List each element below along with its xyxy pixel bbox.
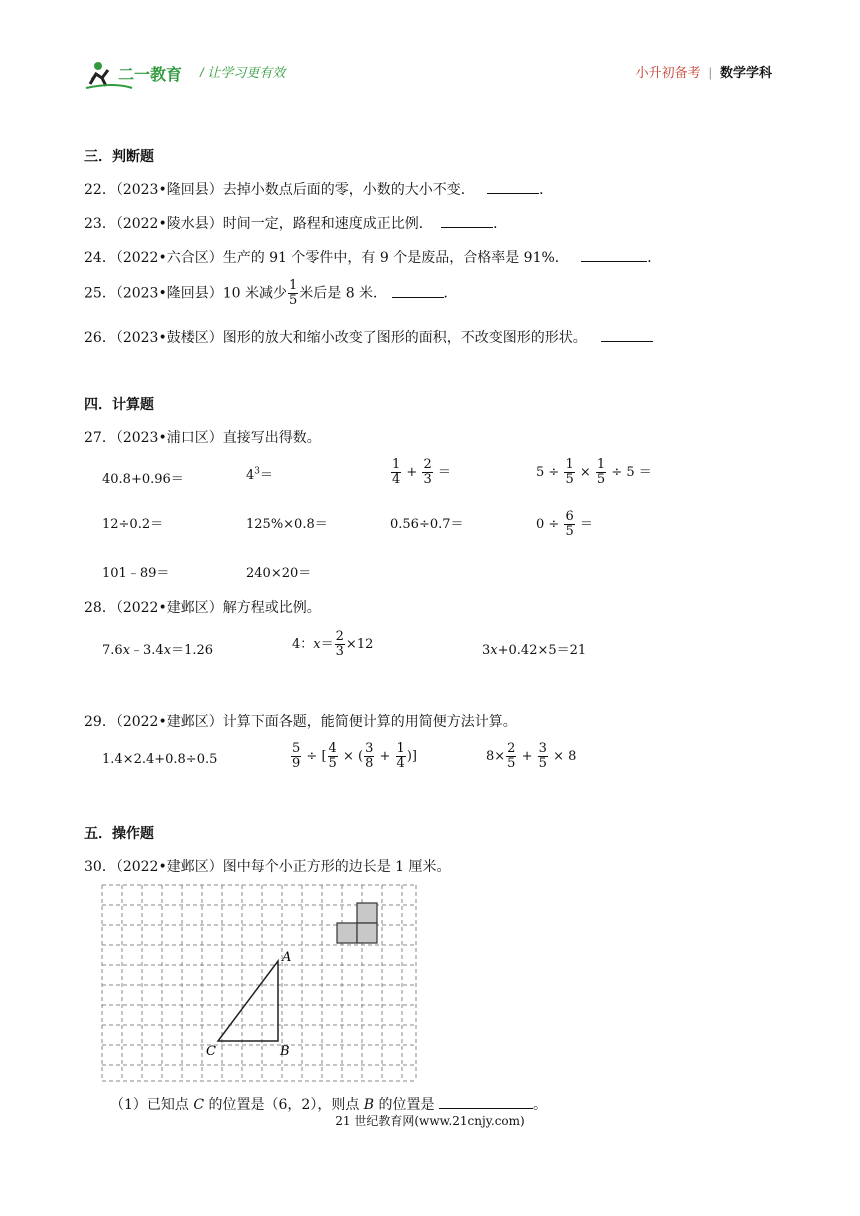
question-26 [84, 327, 653, 347]
exam-label: 小升初备考 [635, 65, 701, 80]
footer: 21 世纪教育网(www.21cnjy.com) [335, 1114, 525, 1128]
question-text: 26．（2023•鼓楼区）图形的放大和缩小改变了图形的面积，不改变图形的形状。 [84, 330, 587, 346]
calc-27-10: 240×20＝ [246, 566, 312, 581]
question-text: 24．（2022•六合区）生产的 91 个零件中，有 9 个是废品，合格率是 91%． [84, 250, 569, 266]
question-text: 23．（2022•陵水县）时间一定，路程和速度成正比例． [84, 216, 433, 232]
answer-blank[interactable] [581, 247, 647, 262]
calc-27-8: 0 ÷ $\frac{6}{5}$ ＝ [536, 509, 593, 539]
point-label-a: A [282, 950, 292, 965]
calc-27-4: 5 ÷ $\frac{1}{5}$ × $\frac{1}{5}$ ÷ 5 ＝ [536, 457, 652, 487]
point-label-b: B [280, 1044, 290, 1059]
question-22: 22．（2023•隆回县）去掉小数点后面的零，小数的大小不变． ． [84, 179, 553, 199]
calc-27-6: 125%×0.8＝ [246, 517, 328, 532]
header-separator: | [708, 65, 712, 80]
fraction: $\frac{1}{5}$ [288, 278, 298, 308]
question-23: 23．（2022•陵水县）时间一定，路程和速度成正比例． ． [84, 213, 507, 233]
answer-blank[interactable] [441, 213, 493, 228]
square-grid [100, 883, 418, 1083]
calc-29-3: 8× $\frac{2}{5}$ + $\frac{3}{5}$ × 8 [486, 741, 577, 771]
question-text: 米后是 8 米． [299, 285, 388, 302]
question-30: 30．（2022•建邺区）图中每个小正方形的边长是 1 厘米。 [84, 859, 451, 875]
calc-27-7: 0.56÷0.7＝ [390, 517, 464, 532]
section-title-3: 三．判断题 [84, 148, 154, 164]
answer-blank[interactable] [392, 283, 444, 298]
answer-blank[interactable] [439, 1094, 533, 1109]
question-24: 24．（2022•六合区）生产的 91 个零件中，有 9 个是废品，合格率是 91%． ． [84, 247, 661, 267]
section-title-4: 四．计算题 [84, 396, 154, 412]
calc-27-5: 12÷0.2＝ [102, 517, 164, 532]
logo-text: 二一教育 [118, 67, 183, 84]
triangle-abc [218, 961, 278, 1041]
question-28: 28．（2022•建邺区）解方程或比例。 [84, 600, 321, 616]
question-text: 25．（2023•隆回县）10 米减少 [84, 285, 287, 302]
calc-27-2: $4^3=$ [246, 466, 274, 483]
question-27: 27．（2023•浦口区）直接写出得数。 [84, 430, 321, 446]
header-slogan: / 让学习更有效 [200, 65, 286, 80]
section-title-5: 五．操作题 [84, 825, 154, 841]
site-logo [84, 58, 194, 92]
equation-28-1: 7.6x﹣3.4x＝1.26 [102, 643, 214, 658]
calc-27-1: 40.8+0.96＝ [102, 472, 184, 487]
header-right [636, 62, 772, 81]
equation-28-2: 4：x＝ $\frac{2}{3}$ ×12 [292, 629, 374, 659]
answer-blank[interactable] [601, 327, 653, 342]
answer-blank[interactable] [487, 179, 539, 194]
question-30-1: （1）已知点 C 的位置是（6，2），则点 B 的位置是 。 [110, 1094, 547, 1114]
calc-27-3: $\frac{1}{4}$ + $\frac{2}{3}$ ＝ [392, 457, 451, 487]
shaded-shape [337, 903, 377, 943]
question-25: 25．（2023•隆回县）10 米减少 $\frac{1}{5}$ 米后是 8 米． ． [84, 278, 458, 308]
calc-29-1: 1.4×2.4+0.8÷0.5 [102, 752, 218, 767]
subject-label: 数学学科 [719, 65, 772, 80]
calc-27-9: 101﹣89＝ [102, 566, 170, 581]
calc-29-2: $\frac{5}{9}$ ÷ [ $\frac{4}{5}$ × ( $\frac{3}{8}$ + $\frac{1}{4}$ )] [292, 741, 417, 771]
question-29: 29．（2022•建邺区）计算下面各题，能简便计算的用简便方法计算。 [84, 714, 517, 730]
point-label-c: C [206, 1044, 216, 1059]
question-text: 22．（2023•隆回县）去掉小数点后面的零，小数的大小不变． [84, 182, 475, 198]
equation-28-3: 3x+0.42×5＝21 [482, 643, 587, 658]
